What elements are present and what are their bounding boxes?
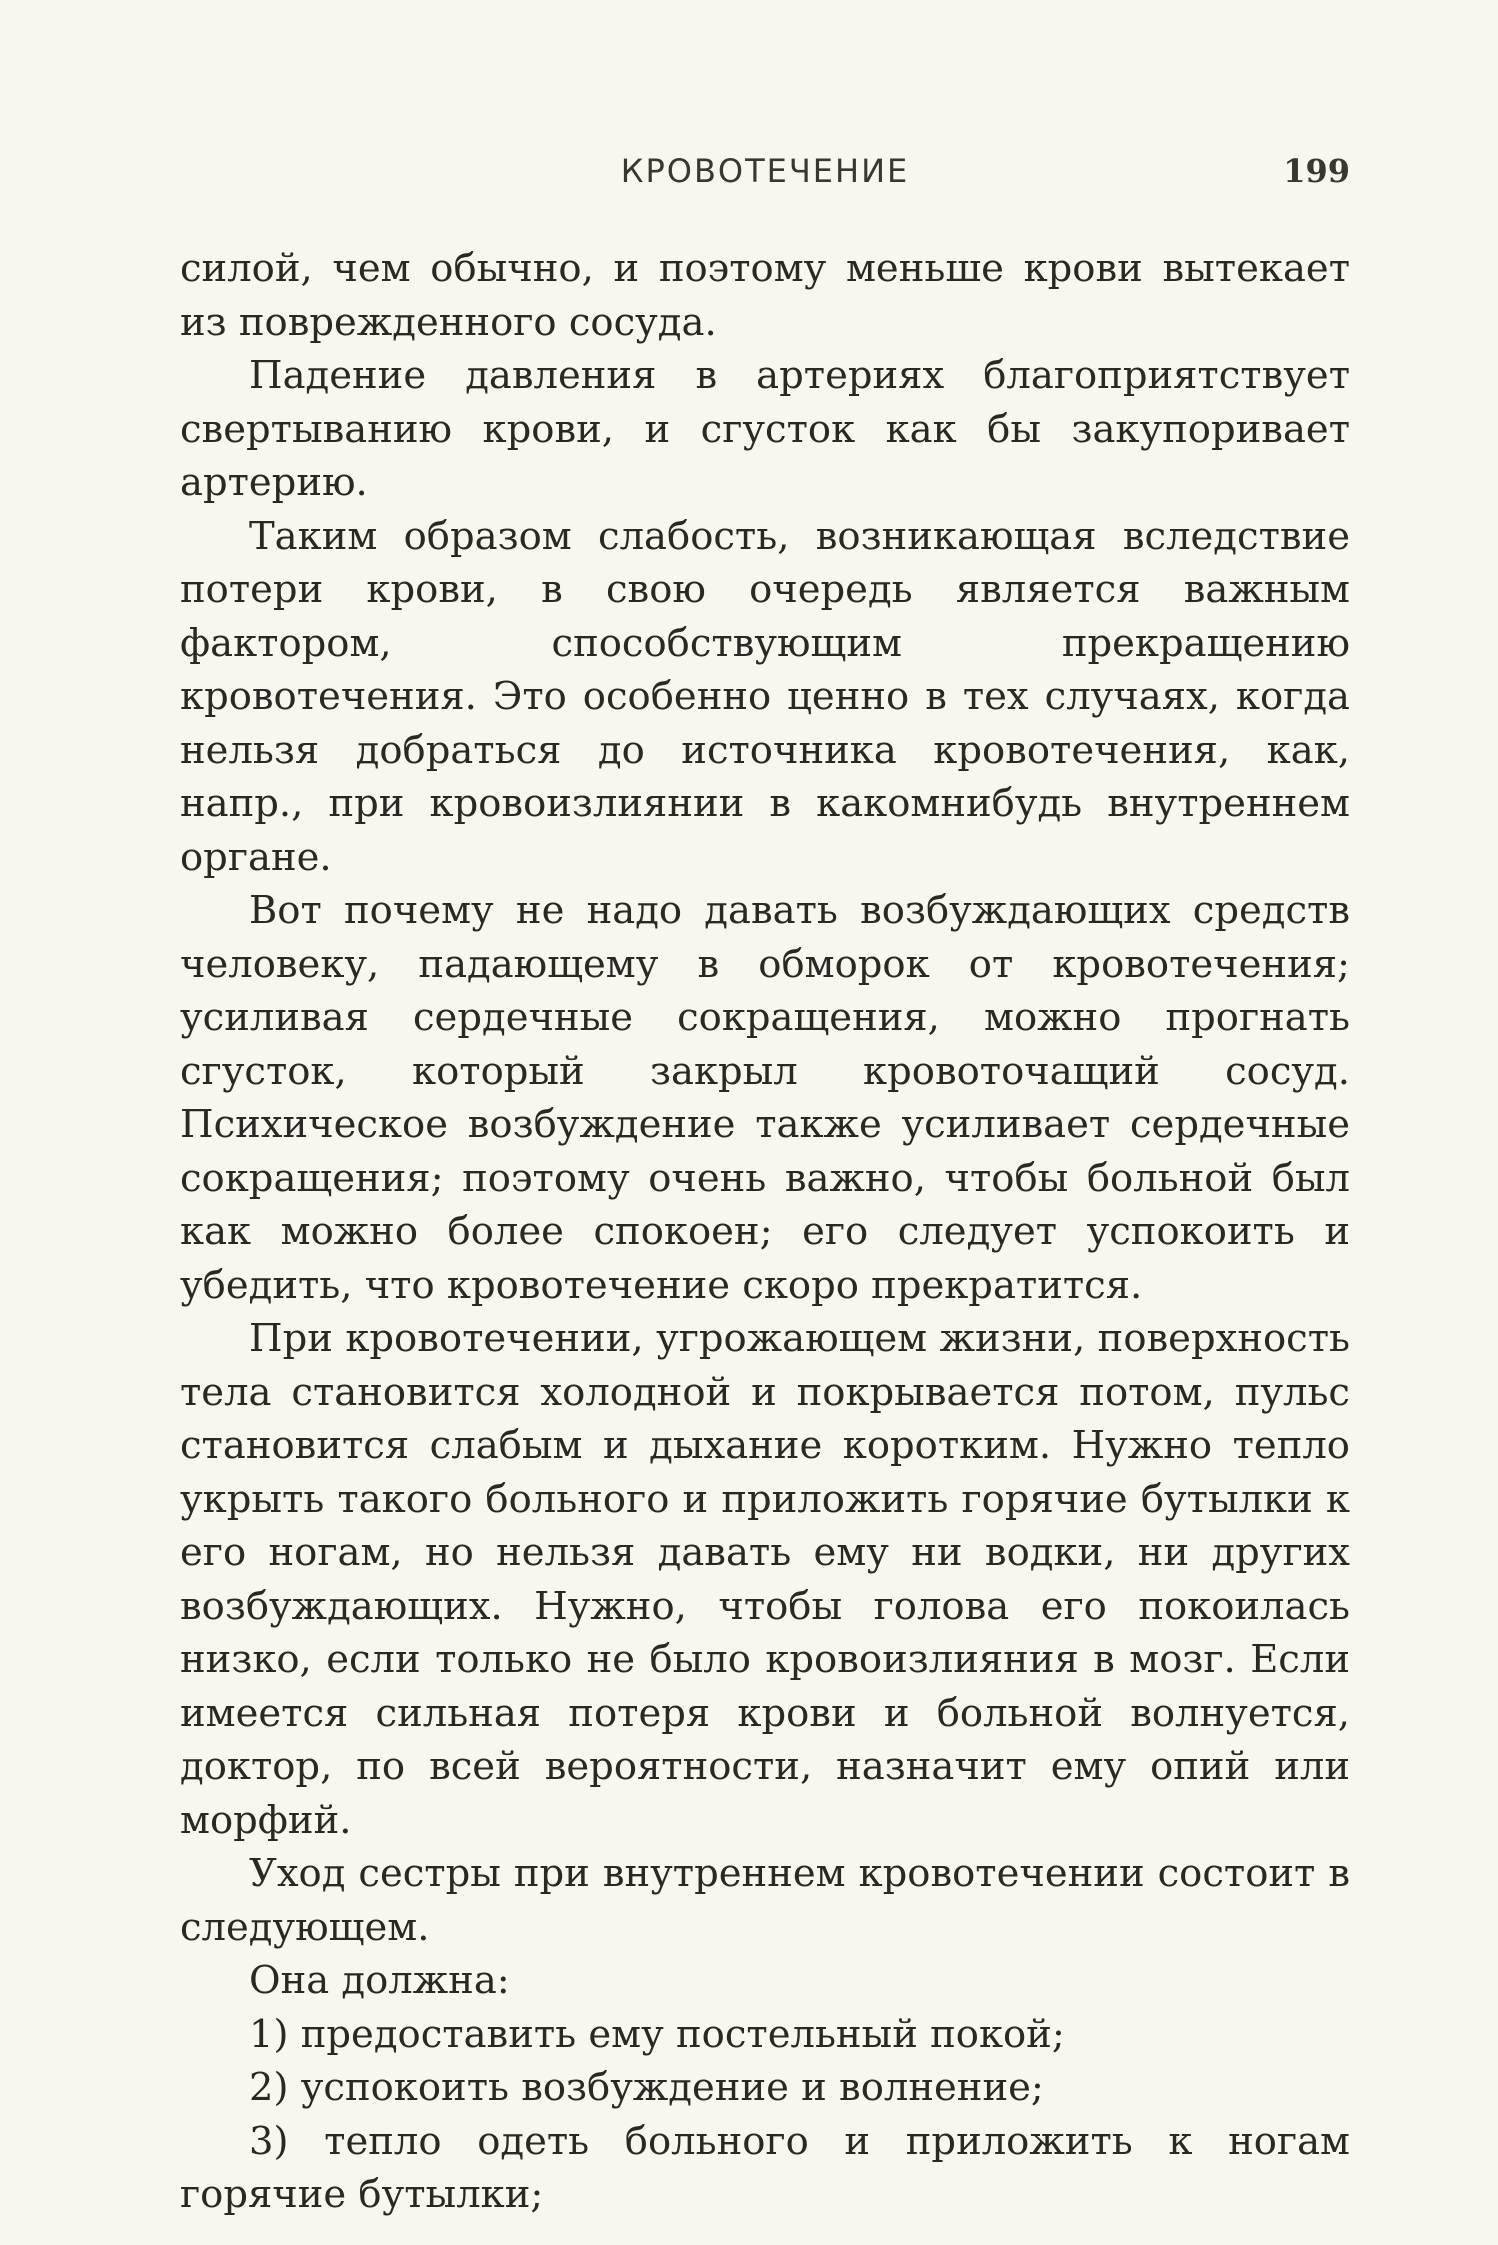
paragraph: Уход сестры при внутреннем кровотечении состоит в следующем. [180, 1851, 1350, 1950]
book-page [180, 152, 1350, 2222]
paragraph: Она должна: [249, 1958, 510, 2003]
running-header [180, 152, 1350, 196]
paragraph: Вот почему не надо давать возбуждающих средств человеку, падающему в обморок от кровотечения; усиливая сердечные сокращения, можно прогнать сгусток, который закрыл кровоточащий сосуд. Психическое возбуждение также усиливает сердечные сокращения; поэтому очень важно, чтобы больной был как можно более спокоен; его следует успокоить и убедить, что кровотечение скоро прекратится. [180, 888, 1350, 1308]
body-text [180, 242, 1350, 2222]
paragraph: Таким образом слабость, возникающая вследствие потери крови, в свою очередь является важным фактором, способствующим прекращению кровотечения. Это особенно ценно в тех случаях, когда нельзя добраться до источника кровотечения, как, напр., при кровоизлиянии в какомнибудь внутреннем органе. [180, 513, 1350, 880]
running-title: КРОВОТЕЧЕНИЕ [620, 152, 910, 190]
list-item: 2) успокоить возбуждение и волнение; [249, 2065, 1044, 2110]
paragraph: Падение давления в артериях благоприятствует свертыванию крови, и сгусток как бы закупоривает артерию. [180, 353, 1350, 505]
paragraph-continuation: силой, чем обычно, и поэтому меньше крови вытекает из поврежденного сосуда. [180, 246, 1350, 345]
page-number: 199 [1283, 152, 1350, 190]
list-item: 3) тепло одеть больного и приложить к ногам горячие бутылки; [180, 2118, 1350, 2217]
paragraph: При кровотечении, угрожающем жизни, поверхность тела становится холодной и покрывается потом, пульс становится слабым и дыхание коротким. Нужно тепло укрыть такого больного и приложить горячие бутылки к его ногам, но нельзя давать ему ни водки, ни других возбуждающих. Нужно, чтобы голова его покоилась низко, если только не было кровоизлияния в мозг. Если имеется сильная потеря крови и больной волнуется, доктор, по всей вероятности, назначит ему опий или морфий. [180, 1316, 1350, 1843]
list-item: 1) предоставить ему постельный покой; [249, 2011, 1065, 2057]
